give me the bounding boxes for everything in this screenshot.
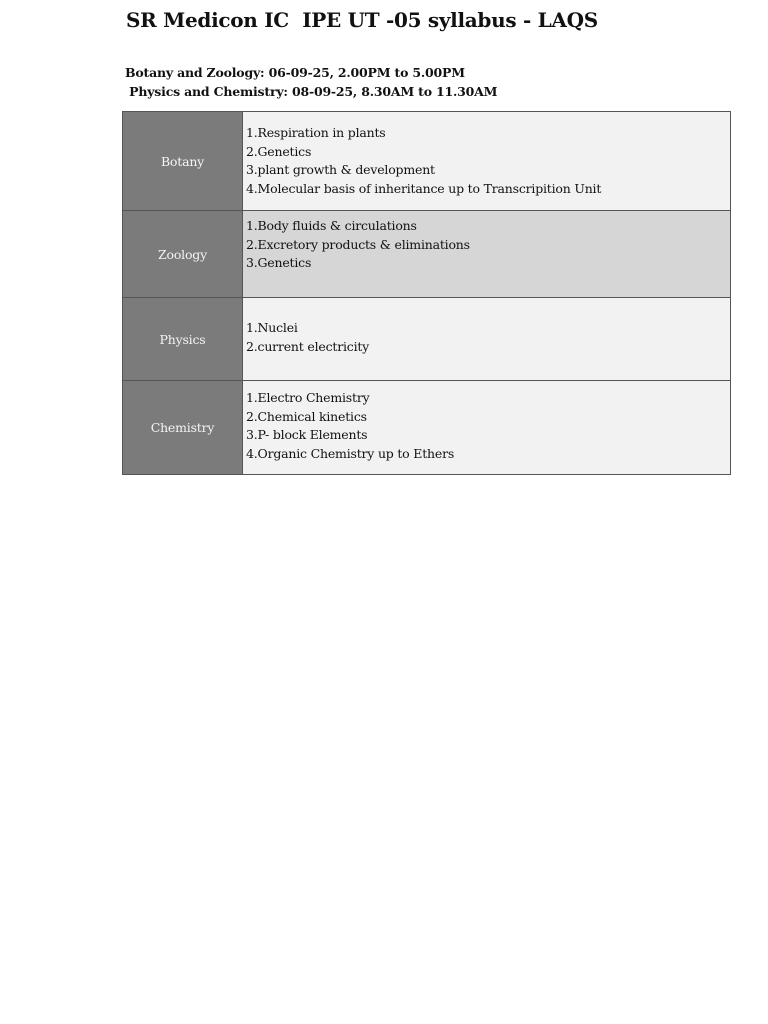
topic-item: 4.Organic Chemistry up to Ethers — [246, 446, 455, 462]
topic-item: 1.Body fluids & circulations — [246, 218, 417, 233]
schedule-line: Physics and Chemistry: 08-09-25, 8.30AM to 11.30AM — [125, 84, 498, 99]
topic-item: 3.Genetics — [246, 255, 312, 271]
topic-item: 2.Excretory products & eliminations — [246, 236, 470, 252]
subject-cell: Physics — [123, 298, 243, 381]
page-title: SR Medicon IC IPE UT -05 syllabus - LAQS — [126, 8, 598, 32]
syllabus-table — [122, 111, 731, 475]
topics-cell — [243, 112, 731, 211]
subject-cell: Chemistry — [123, 381, 243, 475]
topics-cell — [243, 298, 731, 381]
topic-item: 2.current electricity — [246, 338, 370, 354]
topics-cell — [243, 381, 731, 475]
topic-item: 4.Molecular basis of inheritance up to Transcripition Unit — [246, 181, 602, 197]
schedule-line: Botany and Zoology: 06-09-25, 2.00PM to 5.00PM — [125, 65, 465, 80]
topic-item: 1.Respiration in plants — [246, 125, 386, 140]
topic-item: 1.Electro Chemistry — [246, 390, 370, 405]
table-row — [123, 381, 731, 475]
topic-item: 3.P- block Elements — [246, 427, 368, 443]
exam-schedule — [125, 63, 497, 101]
topic-item: 1.Nuclei — [246, 320, 298, 335]
topics-cell — [243, 211, 731, 298]
subject-cell: Zoology — [123, 211, 243, 298]
table-row — [123, 211, 731, 298]
topic-item: 2.Chemical kinetics — [246, 408, 367, 424]
table-row — [123, 112, 731, 211]
topic-item: 3.plant growth & development — [246, 162, 435, 178]
topic-item: 2.Genetics — [246, 143, 312, 159]
table-row — [123, 298, 731, 381]
subject-cell: Botany — [123, 112, 243, 211]
